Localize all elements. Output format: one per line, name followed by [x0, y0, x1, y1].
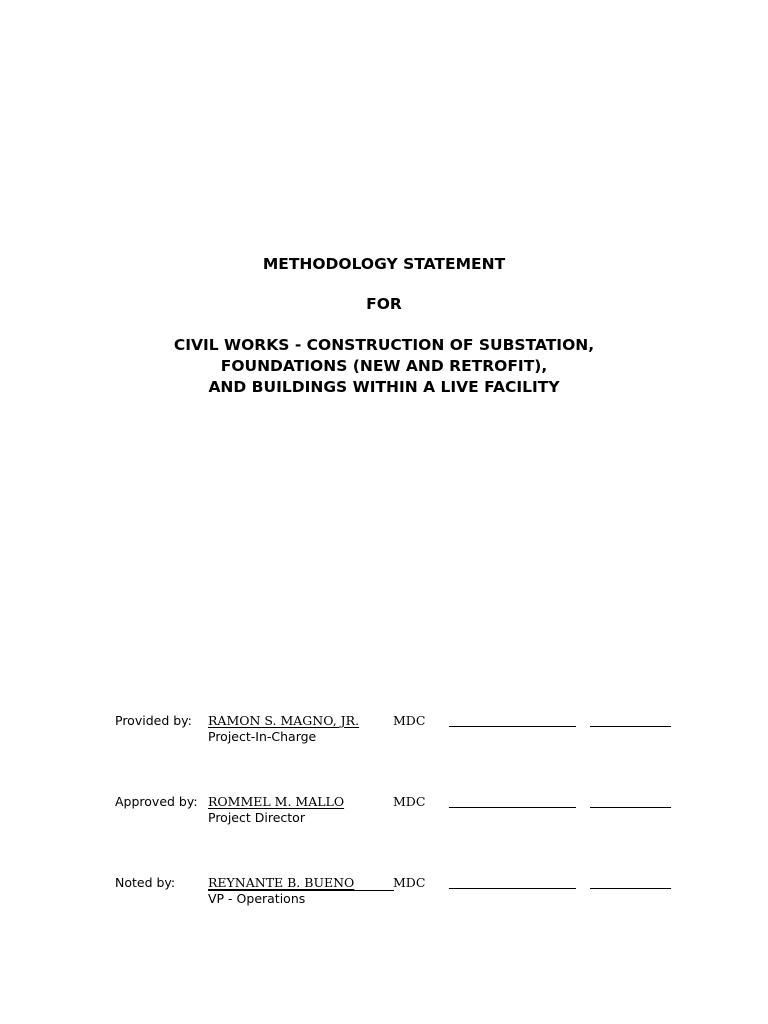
signatory-position: VP - Operations: [208, 891, 306, 906]
signature-label: Provided by:: [115, 713, 192, 728]
date-line: [590, 726, 671, 727]
document-title: METHODOLOGY STATEMENT: [262, 255, 506, 273]
signature-line: [449, 807, 576, 808]
signature-line: [449, 888, 576, 889]
document-for-line: FOR: [366, 295, 402, 313]
signatory-position: Project Director: [208, 810, 305, 825]
signature-block-approved: [0, 794, 768, 834]
signature-label: Noted by:: [115, 875, 176, 890]
signatory-name: ROMMEL M. MALLO: [208, 794, 345, 809]
date-line: [590, 807, 671, 808]
document-subject-line-3: AND BUILDINGS WITHIN A LIVE FACILITY: [208, 378, 560, 396]
signatory-org: MDC: [393, 713, 426, 728]
signature-line: [449, 726, 576, 727]
signatory-name: REYNANTE B. BUENO: [208, 875, 355, 890]
signature-label: Approved by:: [115, 794, 198, 809]
signature-block-provided: [0, 713, 768, 753]
document-subject-line-2: FOUNDATIONS (NEW AND RETROFIT),: [220, 357, 548, 375]
signature-block-noted: [0, 875, 768, 915]
signatory-org: MDC: [393, 875, 426, 890]
date-line: [590, 888, 671, 889]
signatory-name: RAMON S. MAGNO, JR.: [208, 713, 360, 728]
signatory-org: MDC: [393, 794, 426, 809]
document-subject-line-1: CIVIL WORKS - CONSTRUCTION OF SUBSTATION,: [173, 336, 595, 354]
signatory-position: Project-In-Charge: [208, 729, 317, 744]
